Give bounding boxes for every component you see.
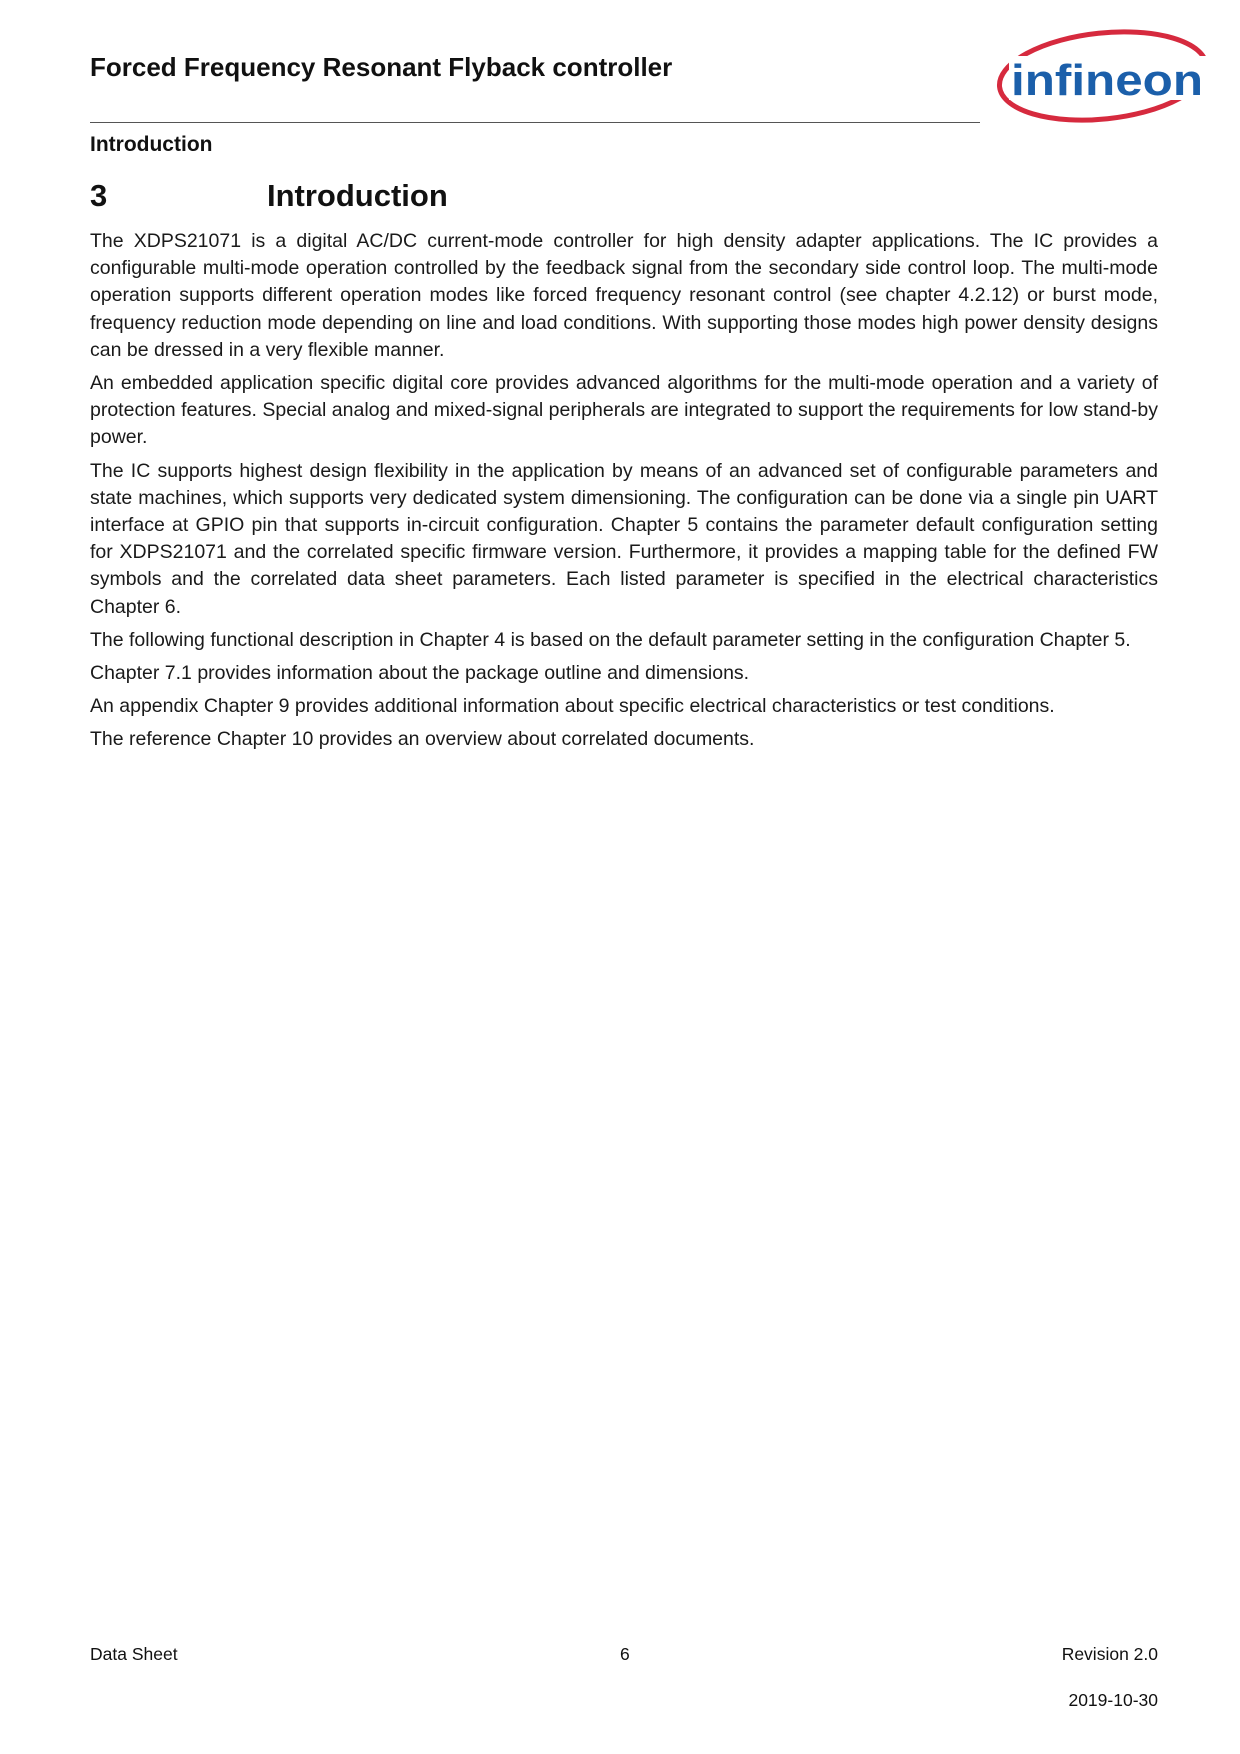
paragraph: Chapter 7.1 provides information about the package outline and dimensions.: [90, 662, 750, 685]
running-section-label: Introduction: [90, 133, 213, 156]
document-title: Forced Frequency Resonant Flyback controller: [90, 52, 673, 82]
infineon-logo: [995, 26, 1217, 126]
paragraph: An appendix Chapter 9 provides additional information about specific electrical characteristics or test conditions.: [90, 695, 1055, 718]
paragraph: An embedded application specific digital core provides advanced algorithms for the multi-mode operation and a variety of protection features. Special analog and mixed-signal peripherals are integrated to support the requirements for low stand-by power.: [90, 372, 1158, 449]
chapter-number: 3: [90, 178, 108, 213]
paragraph: The following functional description in Chapter 4 is based on the default parameter setting in the configuration Chapter 5.: [90, 628, 1131, 651]
header-divider: [90, 122, 980, 123]
chapter-title: Introduction: [267, 178, 448, 213]
footer-revision: Revision 2.0: [1061, 1644, 1158, 1664]
logo-wordmark: infineon: [1011, 56, 1203, 105]
footer-page-number: 6: [620, 1644, 630, 1664]
footer-doc-type: Data Sheet: [90, 1644, 178, 1664]
body-text: [90, 228, 1158, 760]
paragraph: The IC supports highest design flexibility in the application by means of an advanced set of configurable parameters and state machines, which supports very dedicated system dimensioning. The configuration can be done via a single pin UART interface at GPIO pin that supports in-circuit configuration. Chapter 5 contains the parameter default configuration setting for XDPS21071 and the correlated specific firmware version. Furthermore, it provides a mapping table for the defined FW symbols and the correlated data sheet parameters. Each listed parameter is specified in the electrical characteristics Chapter 6.: [90, 459, 1158, 618]
paragraph: The XDPS21071 is a digital AC/DC current-mode controller for high density adapter applications. The IC provides a configurable multi-mode operation controlled by the feedback signal from the secondary side control loop. The multi-mode operation supports different operation modes like forced frequency resonant control (see chapter 4.2.12) or burst mode, frequency reduction mode depending on line and load conditions. With supporting those modes high power density designs can be dressed in a very flexible manner.: [90, 230, 1158, 361]
footer-date: 2019-10-30: [1068, 1690, 1158, 1710]
paragraph: The reference Chapter 10 provides an overview about correlated documents.: [90, 728, 755, 751]
